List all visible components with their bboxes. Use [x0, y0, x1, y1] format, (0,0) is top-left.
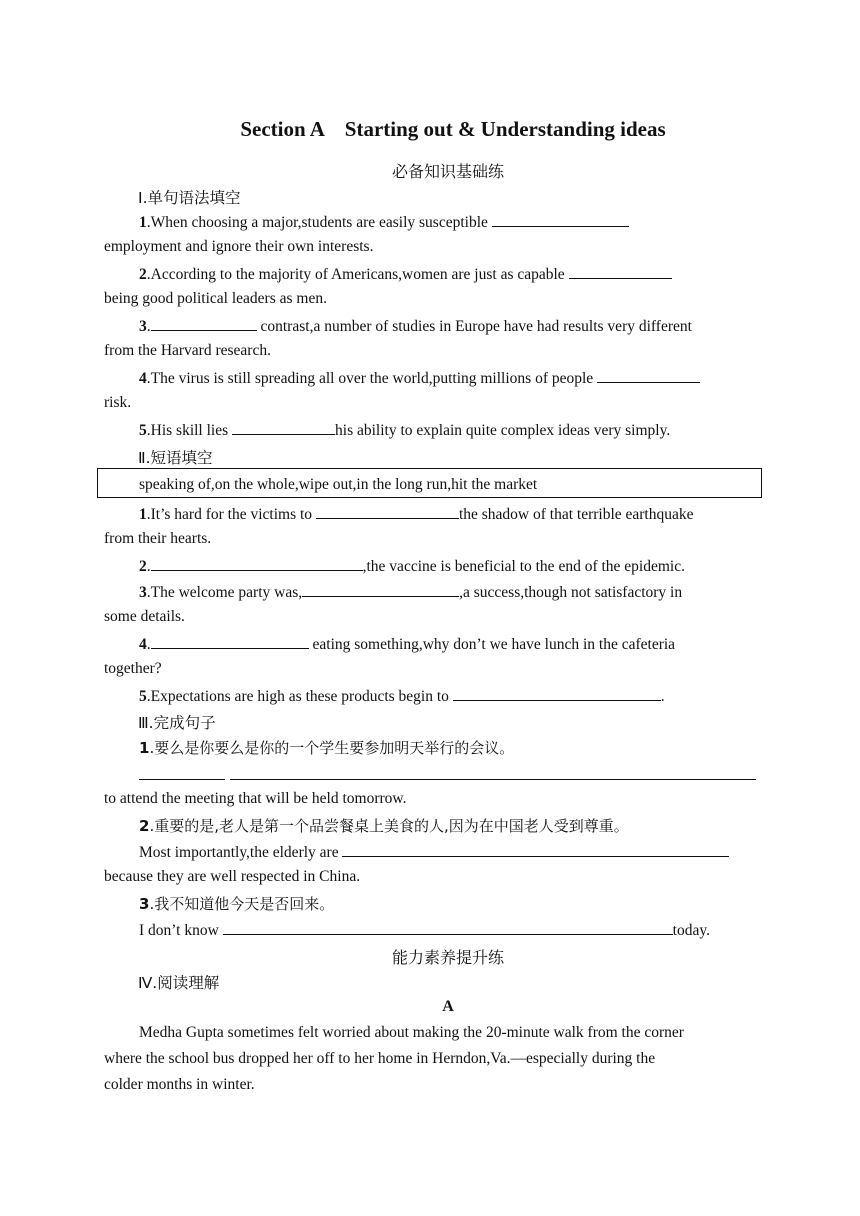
answer-blank[interactable] [232, 420, 335, 435]
s1-q4-line1 [139, 368, 700, 388]
phrase-box [97, 468, 762, 498]
q-number: 4 [139, 370, 147, 387]
s1-q4-text: .The virus is still spreading all over the world,putting millions of people [146, 370, 598, 387]
s1-q2-line2: being good political leaders as men. [104, 290, 327, 307]
q-number: 2 [139, 817, 150, 835]
s1-q1-line1 [139, 212, 629, 232]
passage-line3: colder months in winter. [104, 1076, 255, 1093]
s1-q3-line2: from the Harvard research. [104, 342, 271, 359]
answer-blank[interactable] [139, 779, 225, 780]
s3-q3-chinese [139, 893, 334, 914]
section1-heading: Ⅰ.单句语法填空 [138, 189, 241, 207]
section4-heading: Ⅳ.阅读理解 [138, 974, 220, 992]
s3-q2-chinese [139, 815, 629, 836]
q-number: 1 [139, 506, 147, 523]
q-number: 1 [139, 214, 147, 231]
q-number: 5 [139, 422, 147, 439]
s3-q1-cn-text: .要么是你要么是你的一个学生要参加明天举行的会议。 [149, 739, 515, 757]
passage-line2: where the school bus dropped her off to her home in Herndon,Va.—especially during the [104, 1050, 656, 1067]
s2-q4-text: eating something,why don’t we have lunch in the cafeteria [308, 636, 676, 653]
s3-q3-line1 [139, 920, 710, 940]
answer-blank[interactable] [492, 212, 629, 227]
s1-q1-text: .When choosing a major,students are easily susceptible [146, 214, 492, 231]
answer-blank[interactable] [223, 920, 673, 935]
q-number: 5 [139, 688, 147, 705]
s2-q2-text: ,the vaccine is beneficial to the end of the epidemic. [362, 558, 685, 575]
s2-q3-line2: some details. [104, 608, 185, 625]
s2-q1-text-end: the shadow of that terrible earthquake [458, 506, 694, 523]
s3-q3-text: I don’t know [139, 922, 223, 939]
q-number: 4 [139, 636, 147, 653]
s3-q3-cn-text: .我不知道他今天是否回来。 [149, 895, 335, 913]
phrase-box-text: speaking of,on the whole,wipe out,in the long run,hit the market [139, 476, 538, 493]
s2-q4-line2: together? [104, 660, 162, 677]
section2-heading: Ⅱ.短语填空 [138, 449, 213, 467]
s2-q5-text: .Expectations are high as these products begin to [146, 688, 453, 705]
s2-q5-period: . [660, 688, 665, 705]
q-number: 3 [139, 895, 150, 913]
passage-letter: A [442, 998, 454, 1015]
s1-q2-text: .According to the majority of Americans,women are just as capable [146, 266, 569, 283]
s1-q4-line2: risk. [104, 394, 132, 411]
s2-q2-line1: 2. ,the vaccine is beneficial to the end of the epidemic. [139, 558, 685, 575]
s1-q3-text: contrast,a number of studies in Europe have had results very different [256, 318, 692, 335]
answer-blank[interactable] [316, 504, 459, 519]
answer-blank[interactable] [151, 556, 363, 571]
q-number: 2 [139, 266, 147, 283]
s2-q1-line1 [139, 504, 694, 524]
q-number: 1 [139, 739, 150, 757]
s1-q5-line1 [139, 420, 670, 440]
s2-q3-text-end: ,a success,though not satisfactory in [459, 584, 683, 601]
q-number: 2 [139, 558, 147, 575]
s2-q3-line1 [139, 582, 682, 602]
s3-q2-line2: because they are well respected in China. [104, 868, 361, 885]
s1-q5-text: .His skill lies [146, 422, 233, 439]
answer-blank[interactable] [151, 316, 257, 331]
answer-blank[interactable] [453, 686, 661, 701]
s2-q1-line2: from their hearts. [104, 530, 212, 547]
s1-q2-line1 [139, 264, 672, 284]
part1-title: 必备知识基础练 [391, 162, 504, 181]
answer-blank[interactable] [597, 368, 700, 383]
section3-heading: Ⅲ.完成句子 [138, 714, 216, 732]
s3-q2-line1 [139, 842, 729, 862]
s2-q1-text: .It’s hard for the victims to [146, 506, 316, 523]
s2-q4-line1: 4. eating something,why don’t we have lunch in the cafeteria [139, 636, 676, 653]
passage-line1: Medha Gupta sometimes felt worried about making the 20-minute walk from the corner [139, 1024, 684, 1041]
part2-title: 能力素养提升练 [391, 948, 504, 967]
s1-q1-line2: employment and ignore their own interests. [104, 238, 374, 255]
q-number: 3 [139, 318, 147, 335]
s1-q5-text-end: his ability to explain quite complex ideas very simply. [335, 422, 671, 439]
s1-q3-line1: 3. contrast,a number of studies in Europe have had results very different [139, 318, 692, 335]
answer-blank[interactable] [230, 779, 756, 780]
page-title: Section A Starting out & Understanding ideas [240, 117, 666, 141]
answer-blank[interactable] [302, 582, 459, 597]
q-number: 3 [139, 584, 147, 601]
s2-q5-line1 [139, 686, 665, 706]
s3-q3-text-end: today. [672, 922, 710, 939]
s2-q3-text: .The welcome party was, [146, 584, 303, 601]
answer-blank[interactable] [151, 634, 309, 649]
answer-blank[interactable] [569, 264, 672, 279]
s3-q1-chinese [139, 737, 514, 758]
s3-q2-text: Most importantly,the elderly are [139, 844, 343, 861]
s3-q2-cn-text: .重要的是,老人是第一个品尝餐桌上美食的人,因为在中国老人受到尊重。 [149, 817, 629, 835]
answer-blank[interactable] [342, 842, 729, 857]
s3-q1-english: to attend the meeting that will be held tomorrow. [104, 790, 407, 807]
